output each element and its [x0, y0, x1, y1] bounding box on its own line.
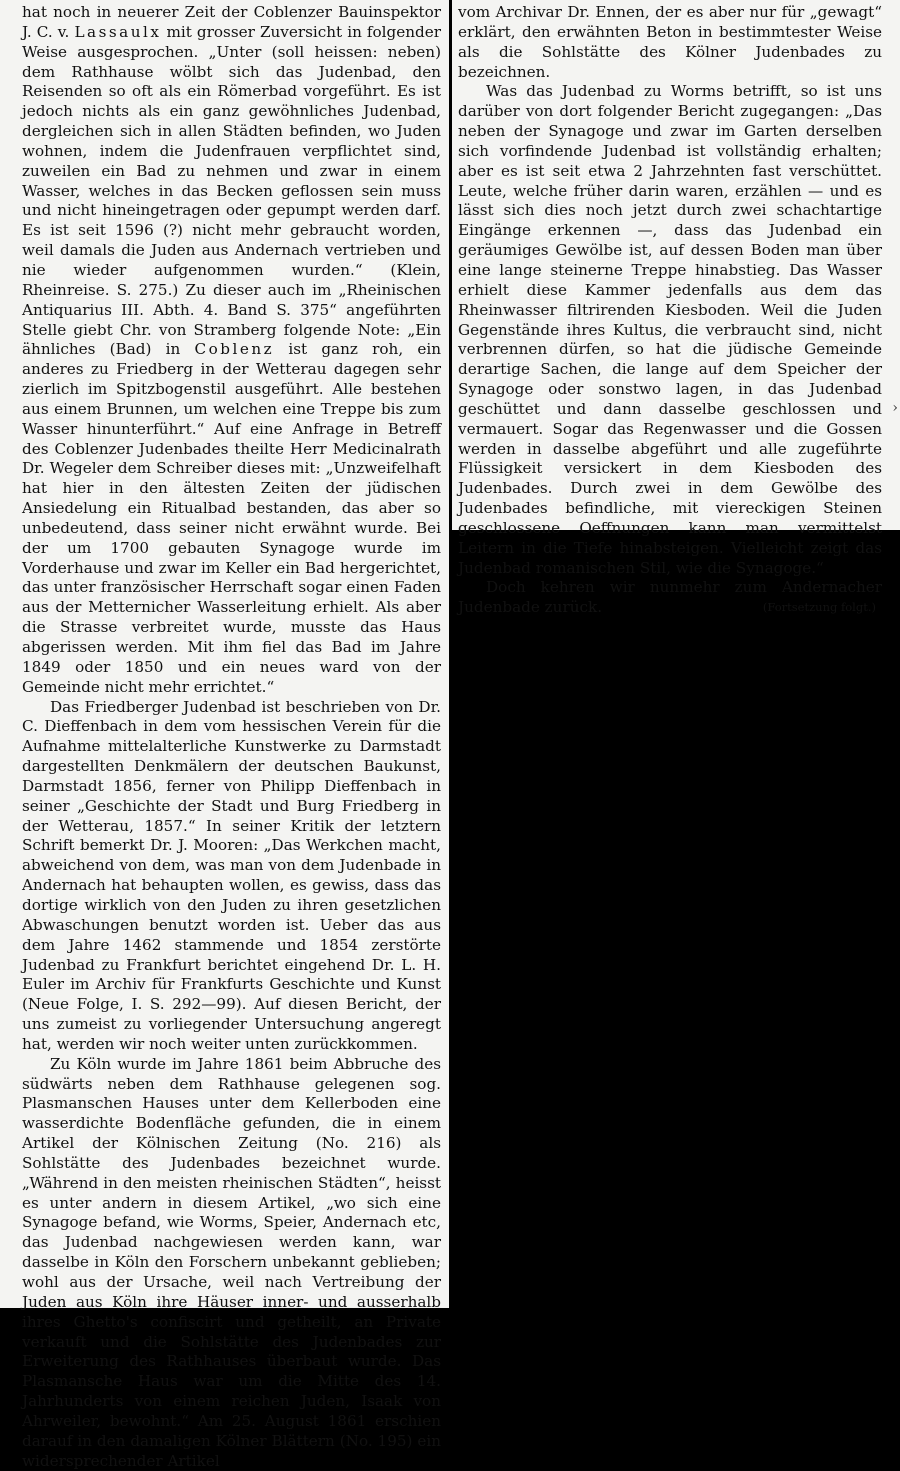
text-run: Was das Judenbad zu Worms betrifft, so ist uns darüber von dort folgender Bericht zugegangen: „Das neben der Synagoge und zwar im Garten derselben sich vorfindende Judenbad ist vollständig erhalten; aber es ist seit etwa 2 Jahrzehnten fast verschüttet. Leute, welche früher darin waren, erzählen — und es lässt sich dies noch jetzt durch zwei schachtartige Eingänge erkennen —, dass das Judenbad ein geräumiges Gewölbe ist, auf dessen Boden man über eine lange steinerne Treppe hinabstieg. Das Wasser erhielt diese Kammer jedenfalls aus dem das Rheinwasser filtrirenden Kiesboden. Weil die Juden Gegenstände ihres Kultus, die verbraucht sind, nicht verbrennen dürfen, so hat die jüdische Gemeinde derartige Sachen, die lange auf dem Speicher der Synagoge oder sonstwo lagen, in das Judenbad geschüttet und dann dasselbe geschlossen und vermauert. Sogar das Regenwasser und die Gossen werden in dasselbe abgeführt und alle zugeführte Flüssigkeit versickert in dem Kiesboden des Judenbades. Durch zwei in dem Gewölbe des Judenbades befindliche, mit viereckigen Steinen geschlossene Oeffnungen kann man vermittelst Leitern in die Tiefe hinabsteigen. Vielleicht zeigt das Judenbad romanischen Stil, wie die Synagoge.“ [458, 82, 882, 577]
paragraph [22, 698, 441, 1055]
spaced-name: Lassaulx [74, 22, 162, 41]
text-run: Das Friedberger Judenbad ist beschrieben von Dr. C. Dieffenbach in dem vom hessischen Verein für die Aufnahme mittelalterliche Kunstwerke zu Darmstadt dargestellten Denkmälern der deutschen Baukunst, Darmstadt 1856, ferner von Philipp Dieffenbach in seiner „Geschichte der Stadt und Burg Friedberg in der Wetterau, 1857.“ In seiner Kritik der letztern Schrift bemerkt Dr. J. Mooren: „Das Werkchen macht, abweichend von dem, was man von dem Judenbade in Andernach hat behaupten wollen, es gewiss, dass das dortige wirklich von den Juden zu ihren gesetzlichen Abwaschungen benutzt worden ist. Ueber das aus dem Jahre 1462 stammende und 1854 zerstörte Judenbad zu Frankfurt berichtet eingehend Dr. L. H. Euler im Archiv für Frankfurts Geschichte und Kunst (Neue Folge, I. S. 292—99). Auf diesen Bericht, der uns zumeist zu vorliegender Untersuchung angeregt hat, werden wir noch weiter unten zurückkommen. [22, 697, 441, 1053]
right-text-column [452, 0, 900, 617]
spaced-name: Coblenz [194, 340, 275, 359]
paragraph [22, 3, 441, 698]
paragraph [458, 3, 882, 82]
text-run: Doch kehren wir nunmehr zum Andernacher Judenbade zurück. [458, 578, 882, 617]
left-text-column [0, 0, 449, 1470]
paragraph [22, 1055, 441, 1471]
paragraph [458, 578, 882, 618]
margin-mark: › [892, 400, 898, 416]
continuation-note: (Fortsetzung folgt.) [762, 600, 876, 615]
text-run: vom Archivar Dr. Ennen, der es aber nur für „gewagt“ erklärt, den erwähnten Beton in bestimmtester Weise als die Sohlstätte des Kölner Judenbades zu bezeichnen. [458, 3, 882, 81]
text-run: Zu Köln wurde im Jahre 1861 beim Abbruche des südwärts neben dem Rathhause gelegenen sog. Plasmanschen Hauses unter dem Kellerboden eine wasserdichte Bodenfläche gefunden, die in einem Artikel der Kölnischen Zeitung (No. 216) als Sohlstätte des Judenbades bezeichnet wurde. „Während in den meisten rheinischen Städten“, heisst es unter andern in diesem Artikel, „wo sich eine Synagoge befand, wie Worms, Speier, Andernach etc, das Judenbad nachgewiesen werden kann, war dasselbe in Köln den Forschern unbekannt geblieben; wohl aus der Ursache, weil nach Vertreibung der Juden aus Köln ihre Häuser inner- und ausserhalb ihres Ghetto's confiscirt und getheilt, an Private verkauft und die Sohlstätte des Judenbades zur Erweiterung des Rathhauses überbaut wurde. Das Plasmansche Haus war um die Mitte des 14. Jahrhunderts von einem reichen Juden, Isaak von Ahrweiler, bewohnt.“ Am 25. August 1861 erschien darauf in den damaligen Kölner Blättern (No. 195) ein widersprechender Artikel [22, 1054, 441, 1470]
text-run: ist ganz roh, ein anderes zu Friedberg in der Wetterau dagegen sehr zierlich im Spitzbogenstil ausgeführt. Alle bestehen aus einem Brunnen, um welchen eine Treppe bis zum Wasser hinunterführt.“ Auf eine Anfrage in Betreff des Coblenzer Judenbades theilte Herr Medicinalrath Dr. Wegeler dem Schreiber dieses mit: „Unzweifelhaft hat hier in den ältesten Zeiten der jüdischen Ansiedelung ein Ritualbad bestanden, das aber so unbedeutend, dass seiner nicht erwähnt wurde. Bei der um 1700 gebauten Synagoge wurde im Vorderhause und zwar im Keller ein Bad hergerichtet, das unter französischer Herrschaft sogar einen Faden aus der Metternicher Wasserleitung erhielt. Als aber die Strasse verbreitet wurde, musste das Haus abgerissen werden. Mit ihm fiel das Bad im Jahre 1849 oder 1850 und ein neues ward von der Gemeinde nicht mehr errichtet.“ [22, 340, 442, 696]
paragraph [458, 82, 882, 578]
text-run: hat noch in neuerer Zeit der Coblenzer Bauinspektor J. C. v. [22, 3, 441, 41]
text-run: mit grosser Zuversicht in folgender Weise ausgesprochen. „Unter (soll heissen: neben) dem Rathhause wölbt sich das Judenbad, den Reisenden so oft als ein Römerbad vorgeführt. Es ist jedoch nichts als ein ganz gewöhnliches Judenbad, dergleichen sich in allen Städten befinden, wo Juden wohnen, indem die Judenfrauen verpflichtet sind, zuweilen ein Bad zu nehmen und zwar in einem Wasser, welches in das Becken geflossen sein muss und nicht hineingetragen oder gepumpt werden darf. Es ist seit 1596 (?) nicht mehr gebraucht worden, weil damals die Juden aus Andernach vertrieben und nie wieder aufgenommen wurden.“ (Klein, Rheinreise. S. 275.) Zu dieser auch im „Rheinischen Antiquarius III. Abth. 4. Band S. 375“ angeführten Stelle giebt Chr. von Stramberg folgende Note: „Ein ähnliches (Bad) in [22, 22, 441, 359]
